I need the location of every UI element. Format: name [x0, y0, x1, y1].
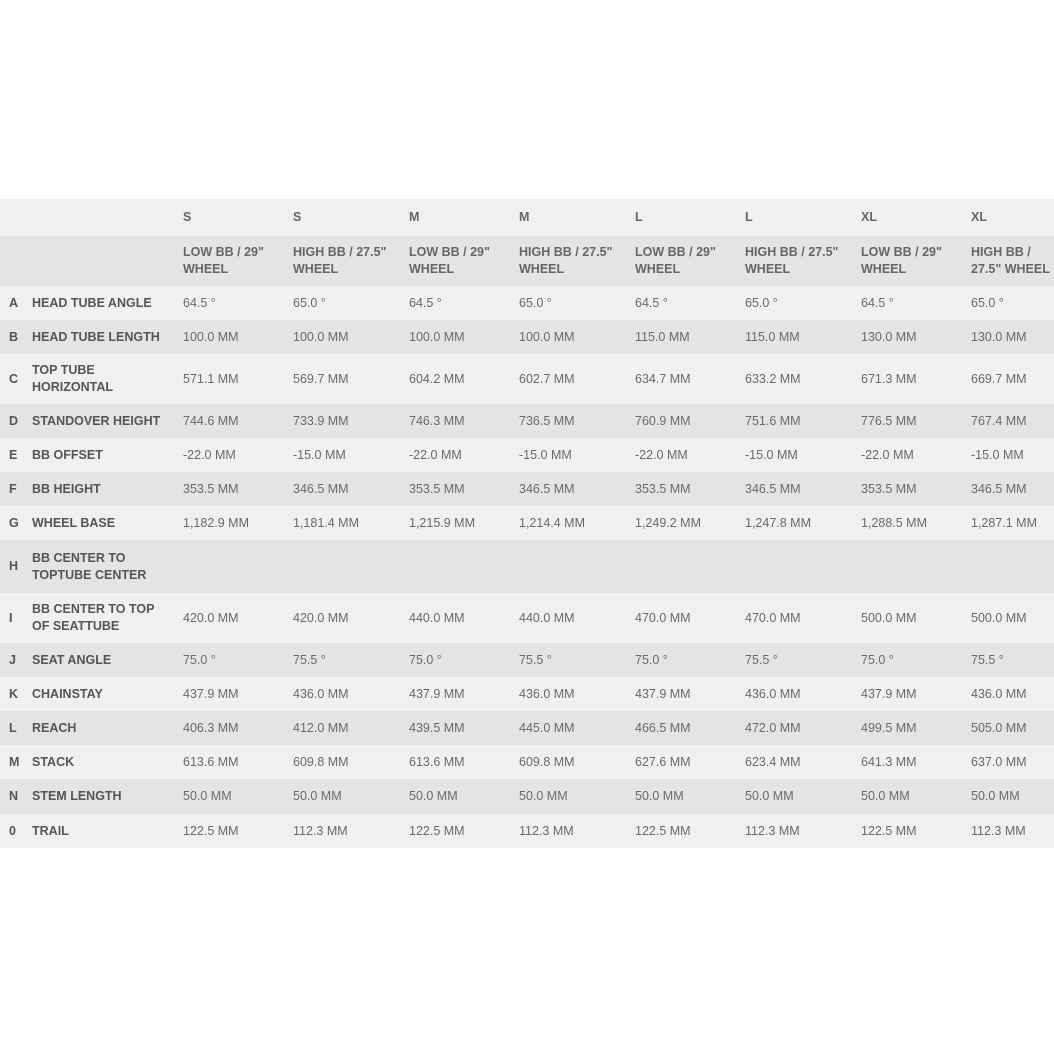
table-cell: 470.0 MM — [635, 610, 691, 625]
row-label: TOP TUBE HORIZONTAL — [32, 363, 114, 394]
table-cell: 65.0 ° — [293, 295, 326, 310]
table-cell: 1,287.1 MM — [971, 515, 1038, 530]
table-cell: 50.0 MM — [293, 789, 342, 803]
table-cell: 75.5 ° — [971, 652, 1004, 667]
row-label: STACK — [32, 754, 75, 769]
row-letter: L — [9, 720, 17, 735]
table-cell — [857, 540, 967, 593]
row-label: REACH — [32, 720, 77, 735]
variant-header-row — [0, 236, 1054, 286]
table-cell: 445.0 MM — [519, 720, 575, 735]
table-cell: 633.2 MM — [745, 371, 801, 386]
size-header: M — [409, 210, 420, 224]
table-cell: 604.2 MM — [409, 371, 465, 386]
table-cell: 1,249.2 MM — [635, 515, 702, 530]
table-cell: 609.8 MM — [293, 754, 349, 769]
table-cell: 50.0 MM — [183, 789, 232, 803]
row-letter: I — [9, 610, 13, 625]
table-cell — [515, 540, 631, 593]
table-cell: 100.0 MM — [183, 329, 239, 344]
table-cell: 466.5 MM — [635, 720, 691, 735]
table-cell: 353.5 MM — [183, 481, 239, 496]
table-cell: 75.0 ° — [409, 652, 442, 667]
row-label: BB CENTER TO TOPTUBE CENTER — [32, 550, 147, 582]
table-cell: -15.0 MM — [519, 447, 572, 462]
table-cell: 115.0 MM — [635, 329, 690, 344]
row-letter: E — [9, 447, 18, 462]
row-letter: M — [9, 754, 20, 769]
table-cell: 776.5 MM — [861, 413, 917, 428]
table-row — [0, 745, 1054, 779]
table-cell: 436.0 MM — [519, 686, 575, 701]
table-row — [0, 354, 1054, 404]
table-cell: 437.9 MM — [183, 686, 239, 701]
table-cell: 760.9 MM — [635, 413, 691, 428]
header-blank — [0, 236, 28, 286]
size-header: M — [519, 210, 530, 224]
size-header: L — [635, 210, 643, 224]
header-blank — [28, 236, 179, 286]
table-cell: 64.5 ° — [635, 295, 668, 310]
variant-header: HIGH BB / 27.5" WHEEL — [519, 245, 613, 276]
table-cell: 353.5 MM — [635, 481, 691, 496]
table-row — [0, 779, 1054, 814]
table-cell: 736.5 MM — [519, 413, 575, 428]
table-cell — [631, 540, 741, 593]
table-cell: -22.0 MM — [861, 447, 914, 462]
table-cell: 122.5 MM — [861, 823, 917, 838]
table-cell: 115.0 MM — [745, 329, 800, 344]
table-cell: 437.9 MM — [861, 686, 917, 701]
row-letter: C — [9, 371, 19, 386]
table-cell: -22.0 MM — [183, 447, 236, 462]
table-cell: 112.3 MM — [745, 823, 800, 838]
variant-header: LOW BB / 29" WHEEL — [409, 245, 490, 276]
size-header: S — [183, 210, 192, 224]
table-cell: 112.3 MM — [971, 823, 1026, 838]
table-cell: 733.9 MM — [293, 413, 349, 428]
table-cell — [967, 540, 1054, 593]
table-cell: 50.0 MM — [519, 789, 568, 803]
table-cell: 1,288.5 MM — [861, 515, 928, 530]
table-cell — [741, 540, 857, 593]
row-label: BB HEIGHT — [32, 481, 101, 496]
table-cell: 65.0 ° — [745, 295, 778, 310]
row-label: CHAINSTAY — [32, 686, 103, 701]
size-header-row — [0, 199, 1054, 236]
table-cell: 500.0 MM — [971, 610, 1027, 625]
table-cell: 122.5 MM — [183, 823, 239, 838]
row-letter: B — [9, 329, 19, 344]
table-cell: 406.3 MM — [183, 720, 239, 735]
table-row — [0, 506, 1054, 540]
table-cell: 412.0 MM — [293, 720, 349, 735]
row-label: BB OFFSET — [32, 447, 103, 462]
table-cell: 122.5 MM — [409, 823, 465, 838]
table-cell: 505.0 MM — [971, 720, 1027, 735]
table-cell: 75.0 ° — [861, 652, 894, 667]
table-cell: 1,247.8 MM — [745, 515, 812, 530]
table-cell: 353.5 MM — [409, 481, 465, 496]
table-cell: 641.3 MM — [861, 754, 917, 769]
table-cell: 437.9 MM — [635, 686, 691, 701]
row-label: HEAD TUBE ANGLE — [32, 295, 152, 310]
table-cell: 112.3 MM — [293, 823, 348, 838]
variant-header: LOW BB / 29" WHEEL — [861, 245, 942, 276]
table-cell: 75.5 ° — [519, 652, 552, 667]
table-cell: 669.7 MM — [971, 371, 1027, 386]
header-blank — [0, 199, 28, 236]
table-cell: 50.0 MM — [409, 789, 458, 803]
table-cell: -15.0 MM — [971, 447, 1024, 462]
variant-header: LOW BB / 29" WHEEL — [183, 245, 264, 276]
table-cell: 420.0 MM — [183, 610, 239, 625]
table-cell: 767.4 MM — [971, 413, 1027, 428]
table-cell: 746.3 MM — [409, 413, 465, 428]
table-cell: 100.0 MM — [293, 329, 349, 344]
table-row — [0, 404, 1054, 438]
variant-header: HIGH BB / 27.5" WHEEL — [745, 245, 839, 276]
table-cell: 100.0 MM — [519, 329, 575, 344]
table-cell: 671.3 MM — [861, 371, 917, 386]
header-blank — [28, 199, 179, 236]
row-letter: J — [9, 652, 16, 667]
table-cell: 122.5 MM — [635, 823, 691, 838]
table-body — [0, 286, 1054, 848]
table-cell: 65.0 ° — [519, 295, 552, 310]
row-letter: 0 — [9, 823, 16, 838]
table-cell: 440.0 MM — [409, 610, 465, 625]
row-letter: K — [9, 686, 19, 701]
table-row — [0, 320, 1054, 354]
table-cell: 623.4 MM — [745, 754, 801, 769]
table-cell: -22.0 MM — [409, 447, 462, 462]
row-letter: F — [9, 481, 17, 496]
table-cell: 50.0 MM — [861, 789, 910, 803]
table-cell: 499.5 MM — [861, 720, 917, 735]
row-label: HEAD TUBE LENGTH — [32, 329, 160, 344]
table-cell: 569.7 MM — [293, 371, 349, 386]
table-row — [0, 438, 1054, 472]
table-cell: -15.0 MM — [293, 447, 346, 462]
table-cell: 50.0 MM — [971, 789, 1020, 803]
table-cell: 500.0 MM — [861, 610, 917, 625]
table-cell: 437.9 MM — [409, 686, 465, 701]
table-cell: 436.0 MM — [971, 686, 1027, 701]
table-cell: 609.8 MM — [519, 754, 575, 769]
size-header: S — [293, 210, 302, 224]
table-cell: 751.6 MM — [745, 413, 801, 428]
table-cell: 440.0 MM — [519, 610, 575, 625]
table-cell: 613.6 MM — [409, 754, 465, 769]
table-cell: 346.5 MM — [745, 481, 801, 496]
table-cell: -15.0 MM — [745, 447, 798, 462]
variant-header: HIGH BB / 27.5" WHEEL — [971, 245, 1050, 276]
table-cell: 472.0 MM — [745, 720, 801, 735]
row-letter: A — [9, 295, 19, 310]
table-cell: 637.0 MM — [971, 754, 1027, 769]
table-row — [0, 472, 1054, 506]
table-cell — [289, 540, 405, 593]
table-cell: 602.7 MM — [519, 371, 575, 386]
table-cell: 75.0 ° — [183, 652, 216, 667]
table-cell: 744.6 MM — [183, 413, 239, 428]
size-header: XL — [971, 210, 987, 224]
table-cell: 439.5 MM — [409, 720, 465, 735]
table-cell: 436.0 MM — [745, 686, 801, 701]
table-cell — [179, 540, 289, 593]
table-header — [0, 199, 1054, 286]
table-cell: 346.5 MM — [971, 481, 1027, 496]
size-header: L — [745, 210, 753, 224]
variant-header: LOW BB / 29" WHEEL — [635, 245, 716, 276]
table-cell: 130.0 MM — [861, 329, 917, 344]
table-row — [0, 286, 1054, 320]
row-label: TRAIL — [32, 823, 69, 838]
table-cell: 112.3 MM — [519, 823, 574, 838]
table-row — [0, 540, 1054, 593]
table-cell: 50.0 MM — [635, 789, 684, 803]
table-cell: 420.0 MM — [293, 610, 349, 625]
size-header: XL — [861, 210, 877, 224]
row-label: STANDOVER HEIGHT — [32, 413, 161, 428]
table-cell: 100.0 MM — [409, 329, 465, 344]
geometry-table — [0, 199, 1054, 848]
table-cell: 1,182.9 MM — [183, 515, 250, 530]
table-cell: 50.0 MM — [745, 789, 794, 803]
table-cell: 346.5 MM — [293, 481, 349, 496]
table-row — [0, 593, 1054, 643]
table-row — [0, 814, 1054, 848]
table-row — [0, 711, 1054, 745]
table-cell: -22.0 MM — [635, 447, 688, 462]
table-cell: 75.0 ° — [635, 652, 668, 667]
table-cell: 75.5 ° — [293, 652, 326, 667]
table-cell: 1,215.9 MM — [409, 515, 476, 530]
table-cell: 634.7 MM — [635, 371, 691, 386]
table-cell: 75.5 ° — [745, 652, 778, 667]
variant-header: HIGH BB / 27.5" WHEEL — [293, 245, 387, 276]
table-cell: 130.0 MM — [971, 329, 1027, 344]
table-cell: 613.6 MM — [183, 754, 239, 769]
table-cell: 64.5 ° — [409, 295, 442, 310]
table-row — [0, 643, 1054, 677]
table-cell: 470.0 MM — [745, 610, 801, 625]
row-label: WHEEL BASE — [32, 515, 116, 530]
table-cell: 571.1 MM — [183, 371, 239, 386]
table-cell: 436.0 MM — [293, 686, 349, 701]
table-cell: 1,214.4 MM — [519, 515, 586, 530]
row-label: BB CENTER TO TOP OF SEATTUBE — [32, 602, 155, 633]
row-label: SEAT ANGLE — [32, 652, 112, 667]
table-cell: 627.6 MM — [635, 754, 691, 769]
row-letter: G — [9, 515, 19, 530]
table-cell: 64.5 ° — [861, 295, 894, 310]
table-cell: 1,181.4 MM — [293, 515, 360, 530]
row-letter: N — [9, 789, 19, 803]
table-row — [0, 677, 1054, 711]
row-letter: D — [9, 413, 19, 428]
table-cell: 65.0 ° — [971, 295, 1004, 310]
row-label: STEM LENGTH — [32, 789, 122, 803]
row-letter: H — [9, 559, 19, 573]
table-cell — [405, 540, 515, 593]
table-cell: 346.5 MM — [519, 481, 575, 496]
table-cell: 64.5 ° — [183, 295, 216, 310]
table-cell: 353.5 MM — [861, 481, 917, 496]
